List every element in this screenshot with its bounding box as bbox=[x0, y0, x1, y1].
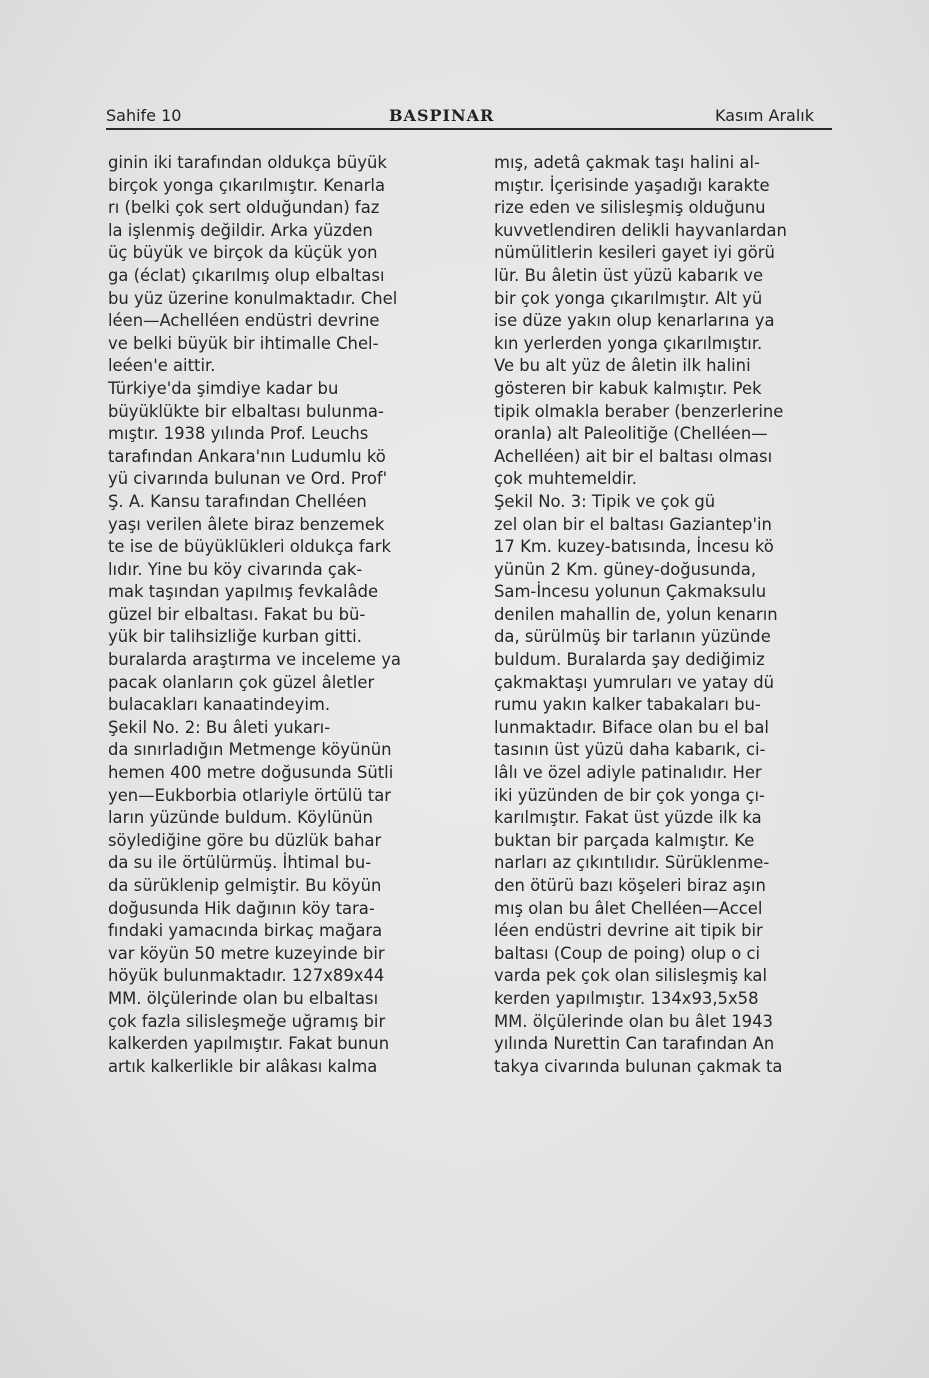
page-label: Sahife 10 bbox=[106, 106, 182, 125]
left-column-text: ginin iki tarafından oldukça büyük birçok yonga çıkarılmıştır. Kenarla rı (belki çok sert olduğundan) faz la işlenmiş değildir. Arka yüzden üç büyük ve birçok da küçük yon ga (éclat) çıkarılmış olup elbaltası bu yüz üzerine konulmaktadır. Chel léen—Achelléen endüstri devrine ve belki büyük bir ihtimalle Chel- leéen'e aittir. Türkiye'da şimdiye kadar bu büyüklükte bir elbaltası bulunma- mıştır. 1938 yılında Prof. Leuchs tarafından Ankara'nın Ludumlu kö yü civarında bulunan ve Ord. Prof' Ş. A. Kansu tarafından Chelléen yaşı verilen âlete biraz benzemek te ise de büyüklükleri oldukça fark lıdır. Yine bu köy civarında çak- mak taşından yapılmış fevkalâde güzel bir elbaltası. Fakat bu bü- yük bir talihsizliğe kurban gitti. buralarda araştırma ve inceleme ya pacak olanların çok güzel âletler bulacakları kanaatindeyim. Şekil No. 2: Bu âleti yukarı- da sınırladığın Metmenge köyünün hemen 400 metre doğusunda Sütli yen—Eukborbia otlariyle örtülü tar ların yüzünde buldum. Köylünün söylediğine göre bu düzlük bahar da su ile örtülürmüş. İhtimal bu- da sürüklenip gelmiştir. Bu köyün doğusunda Hik dağının köy tara- fındaki yamacında birkaç mağara var köyün 50 metre kuzeyinde bir höyük bulunmaktadır. 127x89x44 MM. ölçülerinde olan bu elbaltası çok fazla silisleşmeğe uğramış bir kalkerden yapılmıştır. Fakat bunun artık kalkerlikle bir alâkası kalma bbox=[108, 153, 401, 1076]
header-rule bbox=[106, 128, 832, 130]
page-header bbox=[106, 100, 828, 130]
right-column bbox=[494, 152, 839, 1078]
issue-label: Kasım Aralık bbox=[715, 106, 814, 125]
right-column-text: mış, adetâ çakmak taşı halini al- mıştır. İçerisinde yaşadığı karakte rize eden ve silisleşmiş olduğunu kuvvetlendiren delikli hayvanlardan nümülitlerin kesileri gayet iyi görü lür. Bu âletin üst yüzü kabarık ve bir çok yonga çıkarılmıştır. Alt yü ise düze yakın olup kenarlarına ya kın yerlerden yonga çıkarılmıştır. Ve bu alt yüz de âletin ilk halini gösteren bir kabuk kalmıştır. Pek tipik olmakla beraber (benzerlerine oranla) alt Paleolitiğe (Chelléen— Achelléen) ait bir el baltası olması çok muhtemeldir. Şekil No. 3: Tipik ve çok gü zel olan bir el baltası Gaziantep'in 17 Km. kuzey-batısında, İncesu kö yünün 2 Km. güney-doğusunda, Sam-İncesu yolunun Çakmaksulu denilen mahallin de, yolun kenarın da, sürülmüş bir tarlanın yüzünde buldum. Buralarda şay dediğimiz çakmaktaşı yumruları ve yatay dü rumu yakın kalker tabakaları bu- lunmaktadır. Biface olan bu el bal tasının üst yüzü daha kabarık, ci- lâlı ve özel adiyle patinalıdır. Her iki yüzünden de bir çok yonga çı- karılmıştır. Fakat üst yüzde ilk ka buktan bir parçada kalmıştır. Ke narları az çıkıntılıdır. Sürüklenme- den ötürü bazı köşeleri biraz aşın mış olan bu âlet Chelléen—Accel léen endüstri devrine ait tipik bir baltası (Coup de poing) olup o ci varda pek çok olan silisleşmiş kal kerden yapılmıştır. 134x93,5x58 MM. ölçülerinde olan bu âlet 1943 yılında Nurettin Can tarafından An takya civarında bulunan çakmak ta bbox=[494, 153, 787, 1076]
left-column bbox=[108, 152, 453, 1078]
journal-title: BASPINAR bbox=[389, 106, 495, 125]
